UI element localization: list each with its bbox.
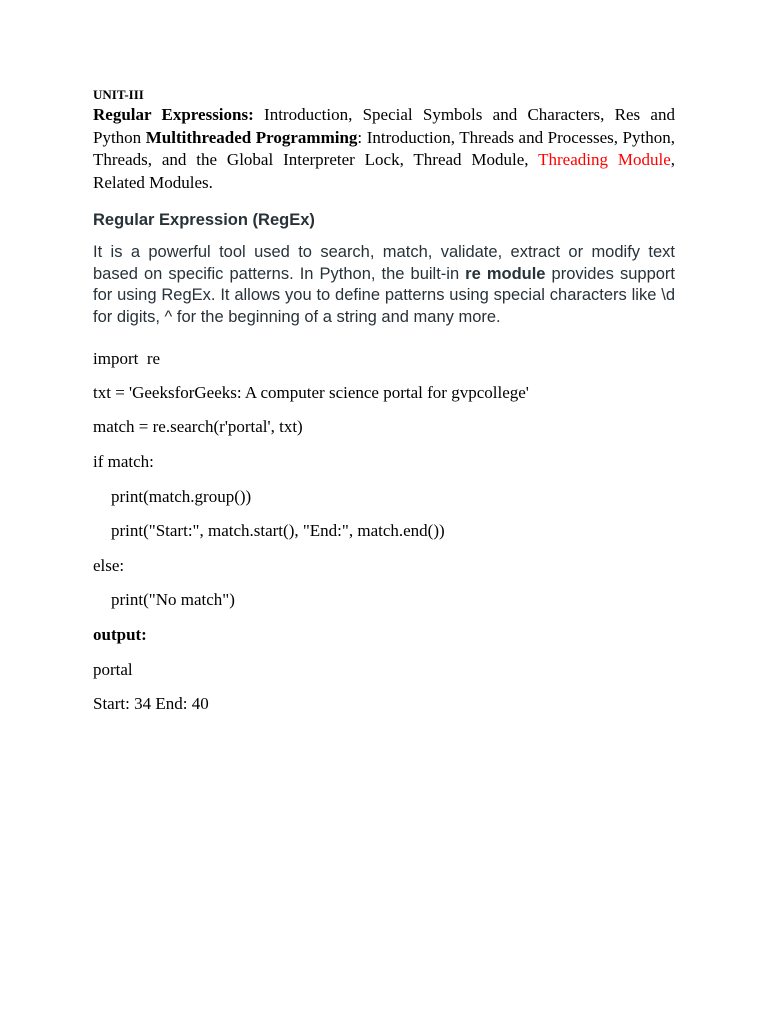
intro-re-module: re module	[465, 264, 546, 283]
intro-text-after: provides support for using RegEx. It allows you to define patterns using special characters like \d for digits, ^ for the beginning of a string and many more.	[93, 264, 675, 327]
output-label: output:	[93, 624, 147, 644]
code-line-txt: txt = 'GeeksforGeeks: A computer science portal for gvpcollege'	[93, 382, 529, 402]
syllabus-highlight-threading-module: Threading Module	[538, 150, 671, 169]
code-line-match: match = re.search(r'portal', txt)	[93, 416, 303, 436]
section-heading: Regular Expression (RegEx)	[93, 211, 315, 229]
syllabus-paragraph	[93, 104, 675, 194]
code-line-print-start-end: print("Start:", match.start(), "End:", match.end())	[111, 520, 445, 540]
document-page	[93, 86, 675, 713]
code-example	[93, 329, 675, 713]
intro-paragraph	[93, 242, 675, 329]
code-line-import: import re	[93, 348, 161, 368]
output-line-start-end: Start: 34 End: 40	[93, 693, 209, 713]
code-line-else: else:	[93, 555, 125, 575]
syllabus-text-1: Introduction, Special Symbols and Characters, Res and Python	[93, 105, 675, 147]
output-line-portal: portal	[93, 659, 133, 679]
code-line-print-no-match: print("No match")	[111, 589, 235, 609]
syllabus-text-2: : Introduction, Threads and Processes, Python, Threads, and the Global Interpreter Lock, Thread Module,	[93, 127, 675, 169]
syllabus-term-regex: Regular Expressions:	[93, 105, 254, 124]
syllabus-term-multithreaded: Multithreaded Programming	[145, 127, 358, 147]
code-line-if: if match:	[93, 451, 154, 471]
intro-text-before: It is a powerful tool used to search, match, validate, extract or modify text based on specific patterns. In Python, the built-in	[93, 243, 675, 283]
unit-label: UNIT-III	[93, 87, 144, 102]
code-line-print-group: print(match.group())	[111, 486, 252, 506]
syllabus-text-3: , Related Modules.	[93, 150, 675, 192]
